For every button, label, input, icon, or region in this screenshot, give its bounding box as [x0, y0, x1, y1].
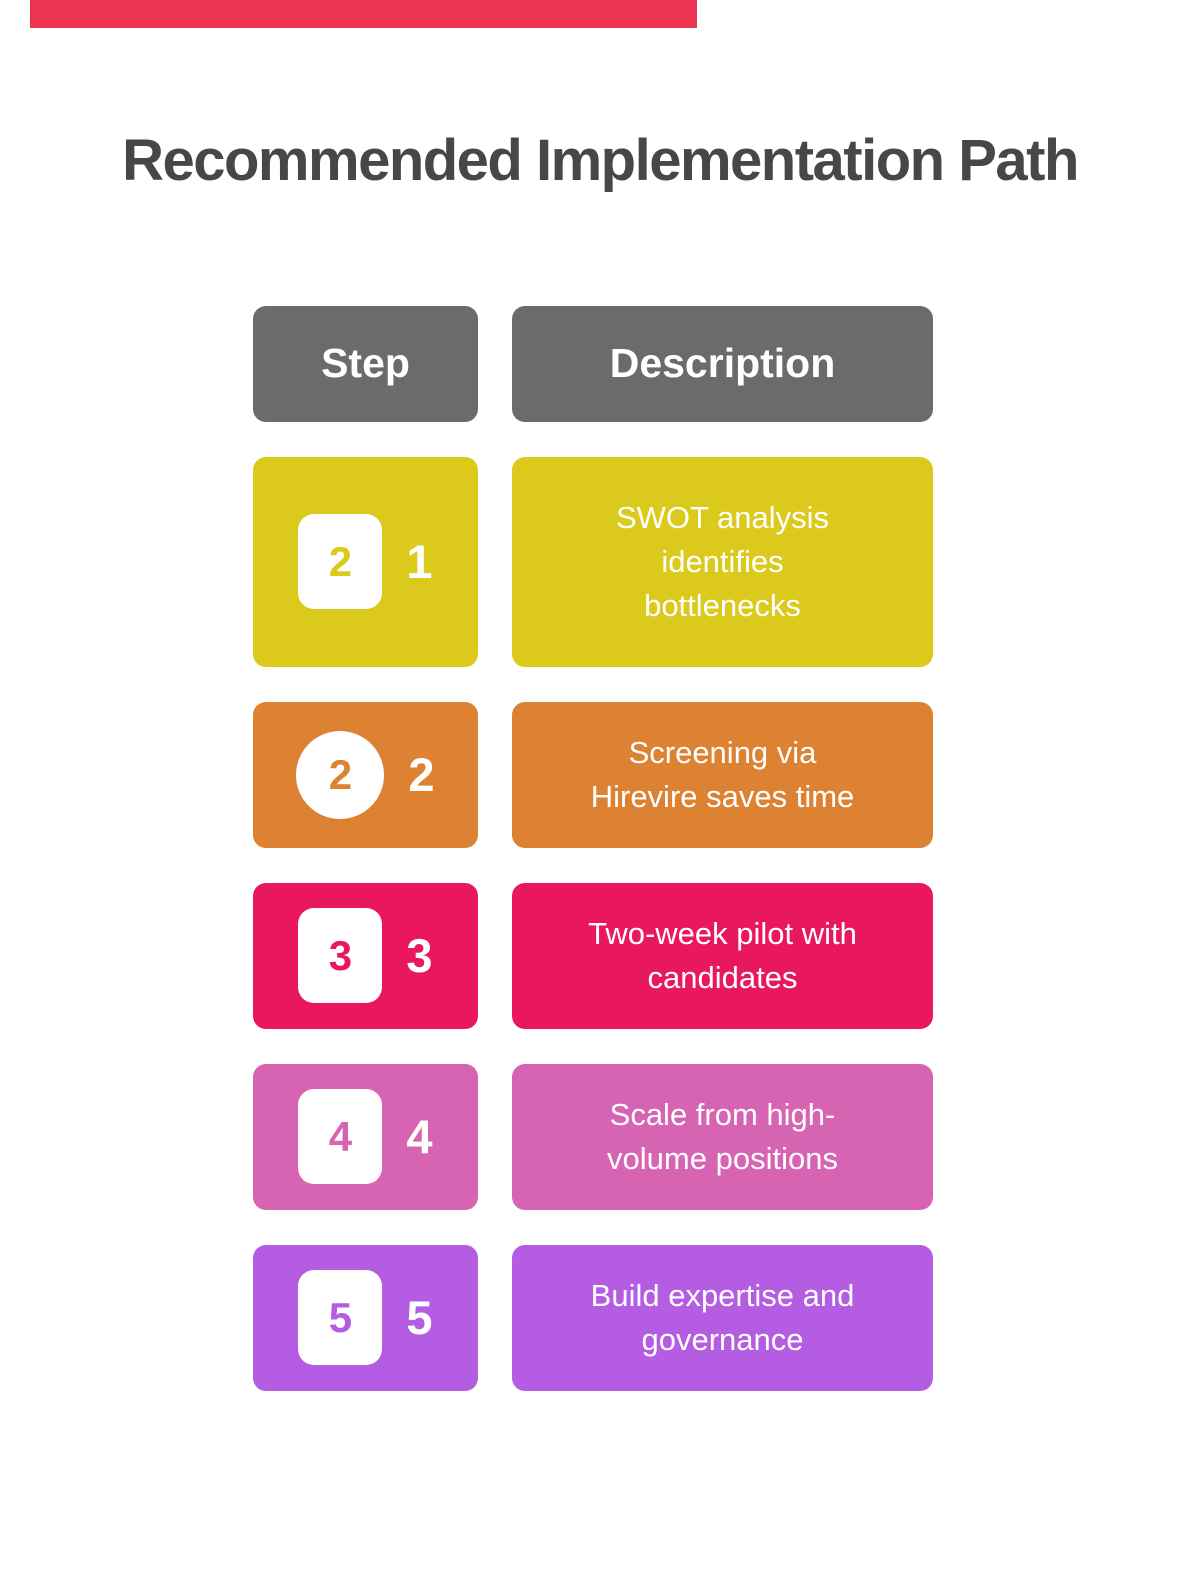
column-header-description: Description [512, 306, 933, 422]
step-cell-content [296, 731, 434, 819]
table-row [253, 702, 933, 848]
step-number: 3 [406, 929, 433, 983]
step-cell [253, 702, 478, 848]
description-cell [512, 1064, 933, 1210]
step-badge: 5 [298, 1270, 382, 1365]
page-title: Recommended Implementation Path [122, 128, 1078, 193]
step-badge: 3 [298, 908, 382, 1003]
description-text: SWOT analysis identifies bottlenecks [615, 499, 830, 623]
table-row [253, 1245, 933, 1391]
description-text: Screening via Hirevire saves time [590, 734, 855, 814]
step-cell [253, 883, 478, 1029]
step-cell [253, 457, 478, 667]
step-number: 4 [406, 1110, 433, 1164]
description-text: Two-week pilot with candidates [588, 915, 857, 995]
step-cell [253, 1064, 478, 1210]
table-row [253, 457, 933, 667]
step-cell [253, 1245, 478, 1391]
column-header-step: Step [253, 306, 478, 422]
step-cell-content [298, 514, 432, 609]
step-badge: 4 [298, 1089, 382, 1184]
description-text: Build expertise and governance [590, 1277, 855, 1357]
description-text: Scale from high-volume positions [607, 1096, 838, 1176]
implementation-table [253, 306, 933, 1391]
step-cell-content [298, 1270, 432, 1365]
step-number: 1 [406, 535, 433, 589]
description-cell [512, 457, 933, 667]
description-cell [512, 702, 933, 848]
description-cell [512, 1245, 933, 1391]
step-number: 5 [406, 1291, 433, 1345]
step-badge: 2 [296, 731, 384, 819]
top-accent-bar [30, 0, 697, 28]
step-cell-content [298, 908, 432, 1003]
step-cell-content [298, 1089, 432, 1184]
table-header-row [253, 306, 933, 422]
description-cell [512, 883, 933, 1029]
table-row [253, 883, 933, 1029]
step-number: 2 [408, 748, 435, 802]
table-row [253, 1064, 933, 1210]
step-badge: 2 [298, 514, 382, 609]
